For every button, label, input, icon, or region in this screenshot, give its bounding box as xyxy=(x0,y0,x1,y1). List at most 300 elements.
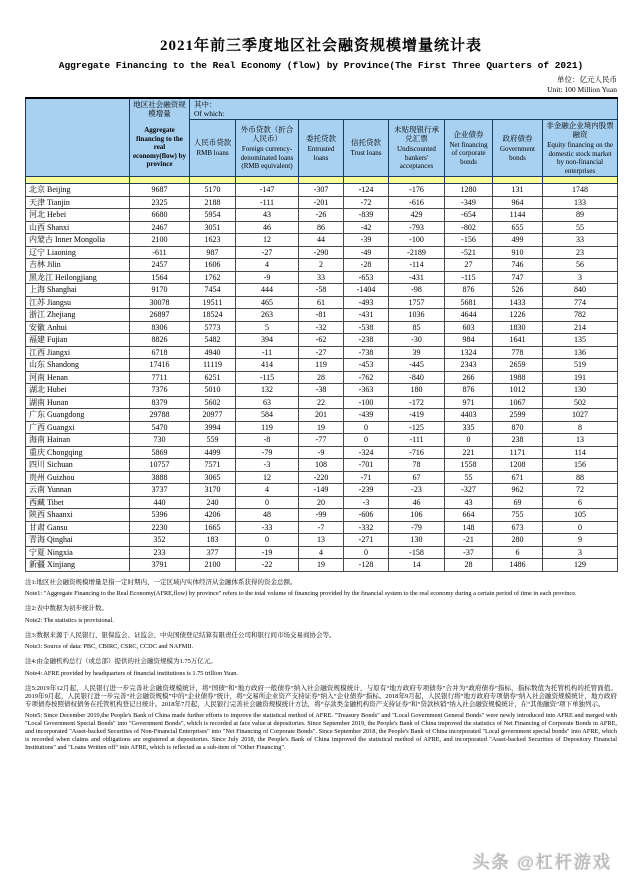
value-cell: 394 xyxy=(236,334,299,347)
value-cell: 664 xyxy=(445,509,493,522)
value-cell: 1762 xyxy=(190,271,236,284)
table-row-jiangsu xyxy=(26,296,618,309)
region-cell: 山西 Shanxi xyxy=(26,221,130,234)
value-cell: -158 xyxy=(389,546,445,559)
value-cell: -3 xyxy=(344,496,389,509)
table-row-tibet xyxy=(26,496,618,509)
table-row-zhejiang xyxy=(26,309,618,322)
afre-header-zh: 地区社会融资规模增量 xyxy=(133,100,186,118)
of-which-header xyxy=(190,98,618,120)
value-cell: 119 xyxy=(236,421,299,434)
value-cell: -701 xyxy=(344,459,389,472)
value-cell: 840 xyxy=(543,284,618,297)
value-cell: -840 xyxy=(389,371,445,384)
value-cell: 12 xyxy=(236,471,299,484)
region-cell: 山东 Shandong xyxy=(26,359,130,372)
value-cell: 747 xyxy=(493,271,543,284)
value-cell: 1171 xyxy=(493,446,543,459)
value-cell: 499 xyxy=(493,234,543,247)
value-cell: -28 xyxy=(344,259,389,272)
region-cell: 重庆 Chongqing xyxy=(26,446,130,459)
value-cell: 29788 xyxy=(130,409,190,422)
value-cell: 214 xyxy=(543,321,618,334)
value-cell: 238 xyxy=(493,434,543,447)
value-cell: 7454 xyxy=(190,284,236,297)
value-cell: -21 xyxy=(445,534,493,547)
value-cell: -149 xyxy=(299,484,344,497)
of-which-zh: 其中： xyxy=(194,100,217,109)
value-cell: 6251 xyxy=(190,371,236,384)
value-cell: 5773 xyxy=(190,321,236,334)
unit-block xyxy=(25,75,617,95)
value-cell: 870 xyxy=(493,421,543,434)
value-cell: 18524 xyxy=(190,309,236,322)
value-cell: -30 xyxy=(389,334,445,347)
region-cell: 浙江 Zhejiang xyxy=(26,309,130,322)
value-cell: 108 xyxy=(299,459,344,472)
report-sheet xyxy=(25,0,617,756)
value-cell: 48 xyxy=(236,509,299,522)
value-cell: 1757 xyxy=(389,296,445,309)
value-cell: -176 xyxy=(389,184,445,197)
value-cell: -7 xyxy=(299,521,344,534)
value-cell: 2100 xyxy=(130,234,190,247)
value-cell: 2325 xyxy=(130,196,190,209)
value-cell: 3 xyxy=(543,546,618,559)
value-cell: -38 xyxy=(299,384,344,397)
value-cell: 106 xyxy=(389,509,445,522)
page-subtitle: Aggregate Financing to the Real Economy (flow) by Province(The First Three Quarters of 2021) xyxy=(58,60,584,71)
value-cell: -521 xyxy=(445,246,493,259)
value-cell: 1623 xyxy=(190,234,236,247)
value-cell: 0 xyxy=(344,421,389,434)
value-cell: 1748 xyxy=(543,184,618,197)
value-cell: -201 xyxy=(299,196,344,209)
value-cell: 180 xyxy=(389,384,445,397)
value-cell: -100 xyxy=(389,234,445,247)
value-cell: 1641 xyxy=(493,334,543,347)
spacer-cell xyxy=(299,177,344,184)
value-cell: 55 xyxy=(543,221,618,234)
value-cell: 39 xyxy=(389,346,445,359)
value-cell: 43 xyxy=(236,209,299,222)
value-cell: 755 xyxy=(493,509,543,522)
value-cell: -363 xyxy=(344,384,389,397)
value-cell: -62 xyxy=(299,334,344,347)
value-cell: 13 xyxy=(299,534,344,547)
value-cell: -115 xyxy=(236,371,299,384)
column-header-en: Equity financing on the domestic stock market by non-financial enterprises xyxy=(547,141,613,175)
value-cell: 782 xyxy=(543,309,618,322)
table-row-beijing xyxy=(26,184,618,197)
value-cell: -19 xyxy=(236,546,299,559)
value-cell: -39 xyxy=(344,234,389,247)
table-row-guizhou xyxy=(26,471,618,484)
spacer-cell xyxy=(543,177,618,184)
column-header-zh: 企业债券 xyxy=(453,129,484,139)
value-cell: 1012 xyxy=(493,384,543,397)
column-header-afre-total xyxy=(130,98,190,177)
value-cell: 730 xyxy=(130,434,190,447)
value-cell: 7711 xyxy=(130,371,190,384)
value-cell: -22 xyxy=(236,559,299,572)
afre-statistics-table xyxy=(25,97,618,572)
footnote: Note5: Since December 2019,the People's Bank of China made further efforts to improve the statistical method of AFRE. "Treasury Bonds" and "Local Government General Bonds" were newly introduced into AFRE and merged with "Local Government Special Bonds" into "Government Bonds", which is recorded at face value at depositories. Since September 2019, the People's Bank of China improved the statistics of Net Financing of Corporate Bonds in AFRE, and incorporated "Asset-backed Securities of Non-Financial Enterprises" into "Net Financing of Corporate Bonds". Since September 2018, the People's Bank of China incorporated "Local government special bonds" into AFRE, which is recorded when claims and obligations are registered at depositories. Since July 2018, the People's Bank of China improved the statistical method of AFRE, and incorporated "Asset-backed Securities of Depository Financial Institutions" and "Loans Written off" into AFRE, which is reflected as a sub-item of "Other Financing". xyxy=(25,712,617,751)
table-row-shanxi xyxy=(26,221,618,234)
table-row-sichuan xyxy=(26,459,618,472)
region-cell: 黑龙江 Heilongjiang xyxy=(26,271,130,284)
value-cell: 191 xyxy=(543,371,618,384)
value-cell: 2457 xyxy=(130,259,190,272)
value-cell: 962 xyxy=(493,484,543,497)
value-cell: 1433 xyxy=(493,296,543,309)
footnote: 注5:2019年12月起，人民银行进一步完善社会融资规模统计，将“国债”和“地方政府一般债券”纳入社会融资规模统计，与原有“地方政府专项债券”合并为“政府债券”指标，指标数值为托管机构的托管面值。2019年9月起，人民银行进一步完善“社会融资规模”中的“企业债券”统计，将“交易所企业资产支持证券”纳入“企业债券”指标。2018年9月起，人民银行将“地方政府专项债券”纳入社会融资规模统计，地方政府专项债券按照债权债务在托管机构登记日统计。2018年7月起，人民银行完善社会融资规模统计方法，将“存款类金融机构资产支持证券”和“贷款核销”纳入社会融资规模统计，在“其他融资”项下单独列示。 xyxy=(25,684,617,708)
value-cell: 19511 xyxy=(190,296,236,309)
table-row-hainan xyxy=(26,434,618,447)
value-cell: -220 xyxy=(299,471,344,484)
value-cell: 9687 xyxy=(130,184,190,197)
value-cell: -156 xyxy=(445,234,493,247)
value-cell: 33 xyxy=(299,271,344,284)
value-cell: 6718 xyxy=(130,346,190,359)
value-cell: 136 xyxy=(543,346,618,359)
value-cell: -538 xyxy=(344,321,389,334)
value-cell: -802 xyxy=(445,221,493,234)
value-cell: 3 xyxy=(543,271,618,284)
column-header-zh: 委托贷款 xyxy=(306,134,336,143)
value-cell: 263 xyxy=(236,309,299,322)
value-cell: 85 xyxy=(389,321,445,334)
value-cell: 6 xyxy=(543,496,618,509)
of-which-en: Of which: xyxy=(194,109,225,118)
value-cell: 526 xyxy=(493,284,543,297)
value-cell: -8 xyxy=(236,434,299,447)
value-cell: 4499 xyxy=(190,446,236,459)
value-cell: -23 xyxy=(389,484,445,497)
footnote: Note3: Source of data: PBC, CBIRC, CSRC, CCDC and NAFMII. xyxy=(25,643,194,650)
value-cell: -431 xyxy=(344,309,389,322)
value-cell: 23 xyxy=(543,246,618,259)
value-cell: -2189 xyxy=(389,246,445,259)
column-header-government-bonds xyxy=(493,120,543,177)
value-cell: 133 xyxy=(543,196,618,209)
value-cell: 5010 xyxy=(190,384,236,397)
value-cell: 46 xyxy=(236,221,299,234)
value-cell: 119 xyxy=(299,359,344,372)
value-cell: 1486 xyxy=(493,559,543,572)
value-cell: -128 xyxy=(344,559,389,572)
table-header xyxy=(26,98,618,184)
table-row-tianjin xyxy=(26,196,618,209)
value-cell: 1988 xyxy=(493,371,543,384)
value-cell: 987 xyxy=(190,246,236,259)
value-cell: 876 xyxy=(445,384,493,397)
region-cell: 青海 Qinghai xyxy=(26,534,130,547)
page-title: 2021年前三季度地区社会融资规模增量统计表 xyxy=(159,38,482,54)
value-cell: 72 xyxy=(543,484,618,497)
value-cell: 17416 xyxy=(130,359,190,372)
value-cell: 280 xyxy=(493,534,543,547)
column-header-undiscounted-acceptances xyxy=(389,120,445,177)
value-cell: 335 xyxy=(445,421,493,434)
value-cell: 183 xyxy=(190,534,236,547)
region-cell: 天津 Tianjin xyxy=(26,196,130,209)
value-cell: 43 xyxy=(445,496,493,509)
value-cell: 30078 xyxy=(130,296,190,309)
watermark-toutiao-ganggan-youxi: 头条 @杠杆游戏 xyxy=(472,853,612,872)
value-cell: -32 xyxy=(299,321,344,334)
value-cell: -26 xyxy=(299,209,344,222)
footnote: 注2:表中数据为初步统计数。 xyxy=(25,605,109,612)
region-cell: 湖北 Hubei xyxy=(26,384,130,397)
value-cell: 655 xyxy=(493,221,543,234)
value-cell: -79 xyxy=(236,446,299,459)
value-cell: 20 xyxy=(299,496,344,509)
unit-label-en: Unit: 100 Million Yuan xyxy=(547,85,617,94)
table-row-henan xyxy=(26,371,618,384)
value-cell: 86 xyxy=(299,221,344,234)
value-cell: 63 xyxy=(236,396,299,409)
value-cell: -327 xyxy=(445,484,493,497)
value-cell: -332 xyxy=(344,521,389,534)
value-cell: 20977 xyxy=(190,409,236,422)
column-header-foreign-currency-loans xyxy=(236,120,299,177)
value-cell: -124 xyxy=(344,184,389,197)
table-row-shanghai xyxy=(26,284,618,297)
region-cell: 湖南 Hunan xyxy=(26,396,130,409)
value-cell: 201 xyxy=(299,409,344,422)
table-row-hebei xyxy=(26,209,618,222)
value-cell: -115 xyxy=(445,271,493,284)
value-cell: 0 xyxy=(236,496,299,509)
value-cell: 778 xyxy=(493,346,543,359)
value-cell: 1606 xyxy=(190,259,236,272)
region-cell: 内蒙古 Inner Mongolia xyxy=(26,234,130,247)
value-cell: 1280 xyxy=(445,184,493,197)
value-cell: 26897 xyxy=(130,309,190,322)
value-cell: 1036 xyxy=(389,309,445,322)
value-cell: 8826 xyxy=(130,334,190,347)
value-cell: -98 xyxy=(389,284,445,297)
value-cell: 1324 xyxy=(445,346,493,359)
value-cell: 156 xyxy=(543,459,618,472)
value-cell: 44 xyxy=(299,234,344,247)
value-cell: -793 xyxy=(389,221,445,234)
spacer-cell xyxy=(130,177,190,184)
value-cell: 5954 xyxy=(190,209,236,222)
value-cell: -324 xyxy=(344,446,389,459)
value-cell: -172 xyxy=(389,396,445,409)
column-header-en: Undiscounted bankers' acceptances xyxy=(397,145,436,171)
footnote: 注4:由金融机构总行（或总部）提供的社会融资规模为1.75万亿元。 xyxy=(25,658,217,665)
value-cell: -839 xyxy=(344,209,389,222)
table-row-chongqing xyxy=(26,446,618,459)
value-cell: 7571 xyxy=(190,459,236,472)
value-cell: 22 xyxy=(299,396,344,409)
value-cell: 0 xyxy=(344,546,389,559)
value-cell: -71 xyxy=(344,471,389,484)
value-cell: -762 xyxy=(344,371,389,384)
value-cell: 3051 xyxy=(190,221,236,234)
value-cell: 8 xyxy=(543,421,618,434)
region-cell: 新疆 Xinjiang xyxy=(26,559,130,572)
value-cell: 2343 xyxy=(445,359,493,372)
value-cell: -3 xyxy=(236,459,299,472)
column-header-equity-financing xyxy=(543,120,618,177)
value-cell: 673 xyxy=(493,521,543,534)
footnote: Note4: AFRE provided by headquarters of financial institutions is 1.75 trillion Yuan. xyxy=(25,669,238,677)
column-header-entrusted-loans xyxy=(299,120,344,177)
value-cell: 69 xyxy=(493,496,543,509)
value-cell: 671 xyxy=(493,471,543,484)
region-cell: 辽宁 Liaoning xyxy=(26,246,130,259)
column-header-zh: 外币贷款（折合人民币） xyxy=(240,125,294,144)
value-cell: 61 xyxy=(299,296,344,309)
value-cell: -239 xyxy=(344,484,389,497)
value-cell: 2 xyxy=(299,259,344,272)
spacer-cell xyxy=(26,177,130,184)
value-cell: 131 xyxy=(493,184,543,197)
value-cell: 89 xyxy=(543,209,618,222)
value-cell: -419 xyxy=(389,409,445,422)
value-cell: 0 xyxy=(344,434,389,447)
column-header-zh: 政府债券 xyxy=(502,134,533,143)
footnote: 注3:数据来源于人民银行、银保监会、证监会、中央国债登记结算有限责任公司和银行间市场交易商协会等。 xyxy=(25,631,336,639)
table-row-hubei xyxy=(26,384,618,397)
value-cell: 584 xyxy=(236,409,299,422)
value-cell: -307 xyxy=(299,184,344,197)
value-cell: -431 xyxy=(389,271,445,284)
value-cell: -125 xyxy=(389,421,445,434)
region-cell: 江西 Jiangxi xyxy=(26,346,130,359)
value-cell: 130 xyxy=(543,384,618,397)
table-row-fujian xyxy=(26,334,618,347)
value-cell: 5470 xyxy=(130,421,190,434)
value-cell: -37 xyxy=(445,546,493,559)
region-cell: 北京 Beijing xyxy=(26,184,130,197)
column-header-en: Foreign currency-denominated loans (RMB equivalent) xyxy=(240,145,294,171)
table-row-guangxi xyxy=(26,421,618,434)
region-cell: 云南 Yunnan xyxy=(26,484,130,497)
value-cell: 13 xyxy=(543,434,618,447)
value-cell: 46 xyxy=(389,496,445,509)
value-cell: -606 xyxy=(344,509,389,522)
table-row-guangdong xyxy=(26,409,618,422)
table-row-inner-mongolia xyxy=(26,234,618,247)
region-cell: 海南 Hainan xyxy=(26,434,130,447)
value-cell: 0 xyxy=(445,434,493,447)
value-cell: -111 xyxy=(236,196,299,209)
value-cell: -114 xyxy=(389,259,445,272)
value-cell: 78 xyxy=(389,459,445,472)
region-cell: 上海 Shanghai xyxy=(26,284,130,297)
value-cell: 440 xyxy=(130,496,190,509)
value-cell: 10757 xyxy=(130,459,190,472)
value-cell: -238 xyxy=(344,334,389,347)
value-cell: 2100 xyxy=(190,559,236,572)
value-cell: -9 xyxy=(236,271,299,284)
table-row-jilin xyxy=(26,259,618,272)
column-header-zh: 未贴现银行承兑汇票 xyxy=(394,125,439,144)
value-cell: 0 xyxy=(236,534,299,547)
value-cell: 0 xyxy=(543,521,618,534)
value-cell: -77 xyxy=(299,434,344,447)
value-cell: 377 xyxy=(190,546,236,559)
table-row-anhui xyxy=(26,321,618,334)
value-cell: 5681 xyxy=(445,296,493,309)
value-cell: 603 xyxy=(445,321,493,334)
column-header-corporate-bonds xyxy=(445,120,493,177)
value-cell: 28 xyxy=(445,559,493,572)
column-header-zh: 非金融企业境内股票融资 xyxy=(546,121,614,139)
value-cell: 746 xyxy=(493,259,543,272)
region-cell: 西藏 Tibet xyxy=(26,496,130,509)
value-cell: 910 xyxy=(493,246,543,259)
afre-header-en: Aggregate financing to the real economy(flow) by province xyxy=(132,126,187,168)
value-cell: 14 xyxy=(389,559,445,572)
header-row-top xyxy=(26,98,618,120)
footnote: 注1:地区社会融资规模增量是指一定时期内、一定区域内实体经济从金融体系获得的资金总额。 xyxy=(25,578,297,586)
value-cell: 5 xyxy=(236,321,299,334)
value-cell: 5602 xyxy=(190,396,236,409)
column-header-trust-loans xyxy=(344,120,389,177)
value-cell: 2659 xyxy=(493,359,543,372)
value-cell: 5170 xyxy=(190,184,236,197)
table-row-liaoning xyxy=(26,246,618,259)
value-cell: -654 xyxy=(445,209,493,222)
value-cell: 3791 xyxy=(130,559,190,572)
value-cell: -611 xyxy=(130,246,190,259)
value-cell: 4 xyxy=(236,484,299,497)
column-header-rmb-loans xyxy=(190,120,236,177)
value-cell: -111 xyxy=(389,434,445,447)
value-cell: 19 xyxy=(299,421,344,434)
value-cell: 1144 xyxy=(493,209,543,222)
region-cell: 甘肃 Gansu xyxy=(26,521,130,534)
spacer-cell xyxy=(236,177,299,184)
value-cell: 964 xyxy=(493,196,543,209)
value-cell: 4 xyxy=(299,546,344,559)
table-row-hunan xyxy=(26,396,618,409)
value-cell: 148 xyxy=(445,521,493,534)
value-cell: 3888 xyxy=(130,471,190,484)
value-cell: 465 xyxy=(236,296,299,309)
value-cell: 9170 xyxy=(130,284,190,297)
spacer-cell xyxy=(190,177,236,184)
value-cell: 1067 xyxy=(493,396,543,409)
region-cell: 河南 Henan xyxy=(26,371,130,384)
column-header-en: Trust loans xyxy=(350,149,382,158)
value-cell: 5482 xyxy=(190,334,236,347)
value-cell: -453 xyxy=(344,359,389,372)
value-cell: 3065 xyxy=(190,471,236,484)
value-cell: 12 xyxy=(236,234,299,247)
spacer-cell xyxy=(445,177,493,184)
value-cell: -9 xyxy=(299,446,344,459)
table-row-xinjiang xyxy=(26,559,618,572)
value-cell: -79 xyxy=(389,521,445,534)
value-cell: 56 xyxy=(543,259,618,272)
value-cell: 1665 xyxy=(190,521,236,534)
value-cell: 8306 xyxy=(130,321,190,334)
value-cell: 5869 xyxy=(130,446,190,459)
value-cell: 5396 xyxy=(130,509,190,522)
value-cell: 4940 xyxy=(190,346,236,359)
value-cell: 444 xyxy=(236,284,299,297)
value-cell: 4 xyxy=(236,259,299,272)
value-cell: 240 xyxy=(190,496,236,509)
value-cell: -99 xyxy=(299,509,344,522)
